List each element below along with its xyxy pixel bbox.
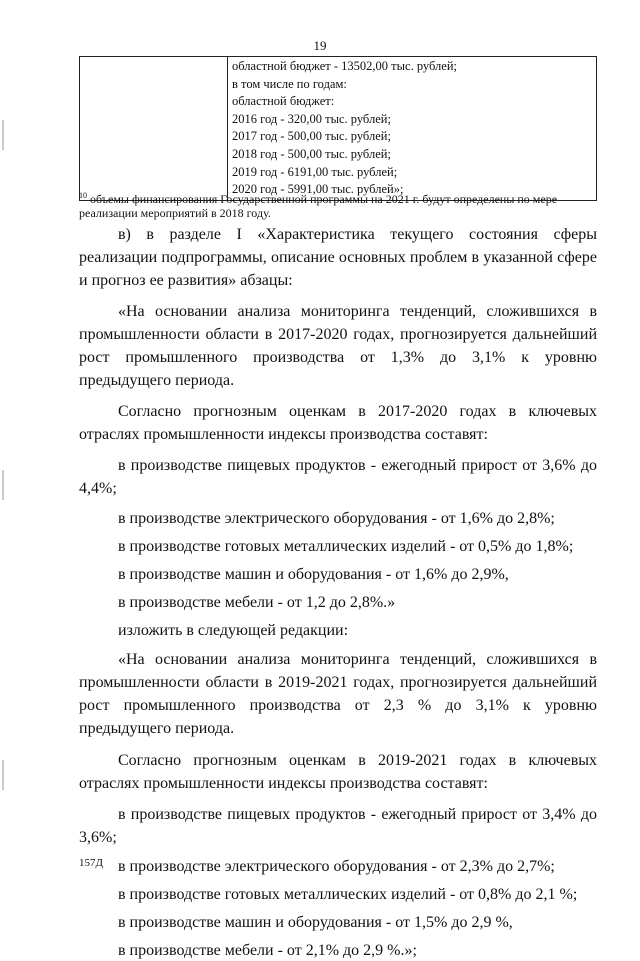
table-cell-financing	[228, 57, 597, 201]
paragraph-old-food: в производстве пищевых продуктов - ежегодный прирост от 3,6% до 4,4%;	[79, 457, 597, 497]
table-cell-empty	[80, 57, 228, 201]
financing-table	[79, 56, 597, 201]
paragraph-old-metal: в производстве готовых металлических изделий - от 0,5% до 1,8%;	[118, 538, 574, 555]
table-line: в том числе по годам:	[232, 76, 347, 91]
table-line: 2019 год - 6191,00 тыс. рублей;	[232, 164, 398, 179]
paragraph-new-metal: в производстве готовых металлических изделий - от 0,8% до 2,1 %;	[118, 886, 578, 903]
paragraph-new-wording-intro: изложить в следующей редакции:	[118, 622, 349, 639]
paragraph-new-estimates: Согласно прогнозным оценкам в 2019-2021 годах в ключевых отраслях промышленности индексы производства составят:	[79, 752, 597, 792]
paragraph-new-electrical: в производстве электрического оборудования - от 2,3% до 2,7%;	[118, 858, 555, 875]
scan-margin-mark	[2, 760, 4, 790]
scan-margin-mark	[2, 120, 4, 150]
paragraph-old-forecast: «На основании анализа мониторинга тенденций, сложившихся в промышленности области в 2017-2020 годах, прогнозируется дальнейший рост промышленного производства от 1,3% до 3,1% к уровню предыдущего периода.	[79, 303, 597, 389]
table-line: областной бюджет:	[232, 94, 335, 109]
paragraph-old-machines: в производстве машин и оборудования - от 1,6% до 2,9%,	[118, 566, 509, 583]
table-line: областной бюджет - 13502,00 тыс. рублей;	[232, 59, 457, 73]
paragraph-new-food: в производстве пищевых продуктов - ежегодный прирост от 3,4% до 3,6%;	[79, 806, 597, 846]
paragraph-new-forecast: «На основании анализа мониторинга тенденций, сложившихся в промышленности области в 2019-2021 годах, прогнозируется дальнейший рост промышленного производства от 2,3 % до 3,1% к уровню предыдущего периода.	[79, 651, 597, 737]
document-code: 157Д	[79, 857, 104, 869]
footnote	[79, 192, 599, 220]
paragraph-old-electrical: в производстве электрического оборудования - от 1,6% до 2,8%;	[118, 510, 555, 527]
paragraph-new-machines: в производстве машин и оборудования - от 1,5% до 2,9 %,	[118, 914, 513, 931]
footnote-text: объемы финансирования Государственной программы на 2021 г. будут определены по мере реализации мероприятий в 2018 году.	[79, 192, 558, 220]
table-line: 2016 год - 320,00 тыс. рублей;	[232, 111, 391, 126]
paragraph-old-estimates: Согласно прогнозным оценкам в 2017-2020 годах в ключевых отраслях промышленности индексы производства составят:	[79, 403, 597, 443]
paragraph-new-furniture: в производстве мебели - от 2,1% до 2,9 %.»;	[118, 942, 417, 959]
page-number: 19	[313, 38, 327, 53]
table-line: 2020 год - 5991,00 тыс. рублей»;	[232, 182, 404, 197]
table-line: 2017 год - 500,00 тыс. рублей;	[232, 129, 391, 144]
table-row	[80, 57, 597, 201]
footnote-number: 10	[79, 191, 87, 200]
table-line: 2018 год - 500,00 тыс. рублей;	[232, 146, 391, 161]
scan-margin-mark	[2, 470, 4, 500]
paragraph-old-furniture: в производстве мебели - от 1,2 до 2,8%.»	[118, 594, 396, 611]
document-body	[79, 223, 597, 961]
paragraph-section-change: в) в разделе I «Характеристика текущего состояния сферы реализации подпрограммы, описание основных проблем в указанной сфере и прогноз ее развития» абзацы:	[79, 226, 597, 289]
